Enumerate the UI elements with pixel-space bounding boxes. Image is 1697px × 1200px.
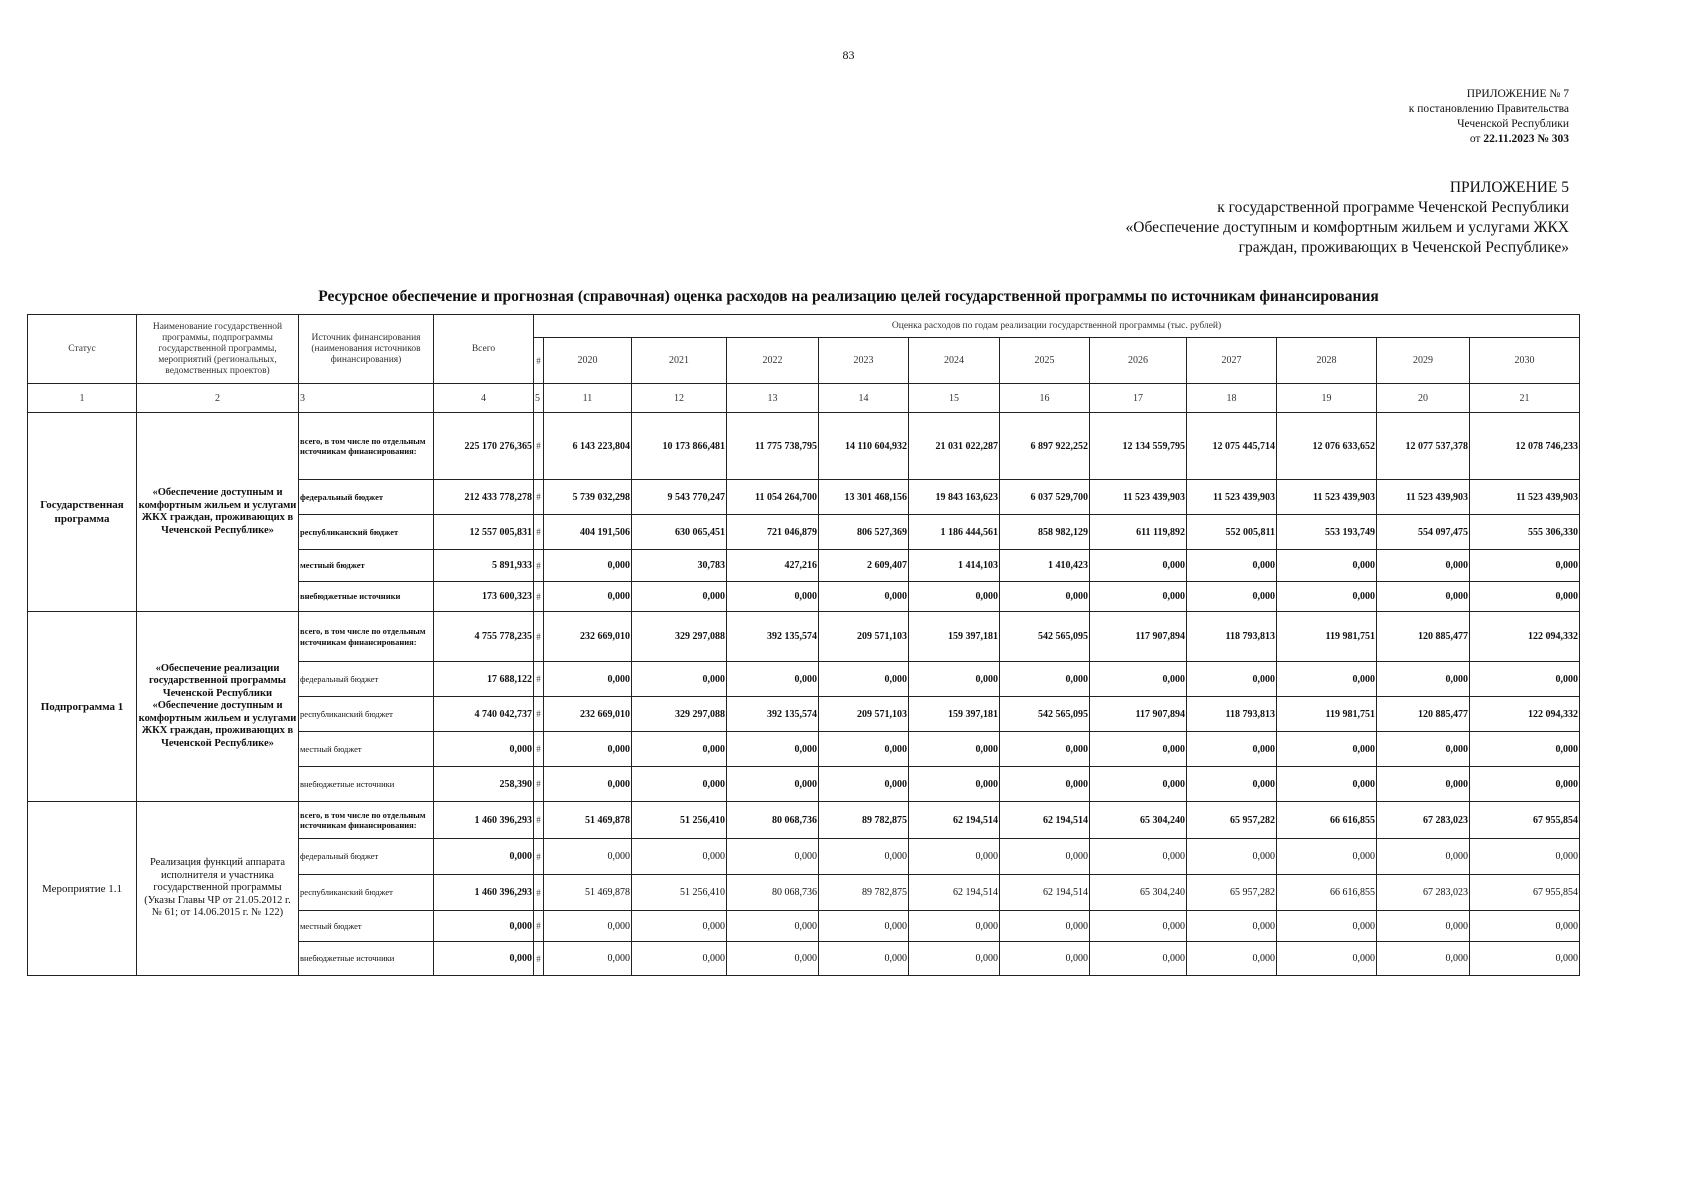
row-year-value: 0,000	[1377, 767, 1470, 802]
row-year-value: 209 571,103	[819, 612, 909, 662]
header-year: 2026	[1090, 338, 1187, 384]
row-funding-source: федеральный бюджет	[299, 480, 434, 515]
row-year-value: 0,000	[1470, 582, 1580, 612]
row-year-value: 11 775 738,795	[727, 413, 819, 480]
appendix-7-line: к постановлению Правительства	[1408, 103, 1569, 115]
row-year-value: 611 119,892	[1090, 515, 1187, 550]
row-year-value: 552 005,811	[1187, 515, 1277, 550]
row-year-value: 0,000	[1187, 662, 1277, 697]
row-year-value: 12 076 633,652	[1277, 413, 1377, 480]
row-year-value: 806 527,369	[819, 515, 909, 550]
row-year-value: 119 981,751	[1277, 697, 1377, 732]
row-year-value: 0,000	[1470, 550, 1580, 582]
row-year-value: 0,000	[727, 767, 819, 802]
row-year-value: 0,000	[1277, 767, 1377, 802]
row-year-value: 0,000	[1000, 942, 1090, 976]
row-year-value: 0,000	[727, 662, 819, 697]
row-hash: #	[534, 802, 544, 839]
row-funding-source: всего, в том числе по отдельным источникам финансирования:	[299, 802, 434, 839]
header-year: 2030	[1470, 338, 1580, 384]
column-number: 21	[1470, 384, 1580, 413]
row-year-value: 51 256,410	[632, 875, 727, 911]
row-year-value: 0,000	[1470, 662, 1580, 697]
row-year-value: 11 523 439,903	[1277, 480, 1377, 515]
row-year-value: 0,000	[544, 732, 632, 767]
row-funding-source: республиканский бюджет	[299, 515, 434, 550]
row-year-value: 329 297,088	[632, 697, 727, 732]
row-year-value: 0,000	[544, 767, 632, 802]
row-year-value: 0,000	[819, 942, 909, 976]
row-year-value: 0,000	[1470, 942, 1580, 976]
row-year-value: 120 885,477	[1377, 697, 1470, 732]
row-status: Подпрограмма 1	[28, 612, 137, 802]
row-total: 12 557 005,831	[434, 515, 534, 550]
row-year-value: 0,000	[1090, 662, 1187, 697]
row-year-value: 122 094,332	[1470, 697, 1580, 732]
row-hash: #	[534, 875, 544, 911]
row-year-value: 0,000	[1090, 732, 1187, 767]
row-hash: #	[534, 767, 544, 802]
row-year-value: 0,000	[1000, 839, 1090, 875]
row-year-value: 0,000	[1377, 911, 1470, 942]
appendix-5-line: граждан, проживающих в Чеченской Республике»	[1238, 239, 1569, 256]
row-year-value: 0,000	[1377, 550, 1470, 582]
row-year-value: 13 301 468,156	[819, 480, 909, 515]
appendix-7-date	[1249, 132, 1569, 147]
appendix-5-header	[969, 178, 1569, 258]
row-year-value: 858 982,129	[1000, 515, 1090, 550]
header-hash: #	[534, 338, 544, 384]
header-status: Статус	[28, 315, 137, 384]
row-year-value: 0,000	[632, 767, 727, 802]
header-year: 2022	[727, 338, 819, 384]
column-number: 14	[819, 384, 909, 413]
row-hash: #	[534, 413, 544, 480]
row-year-value: 0,000	[819, 911, 909, 942]
row-year-value: 11 523 439,903	[1090, 480, 1187, 515]
row-total: 0,000	[434, 911, 534, 942]
column-number: 19	[1277, 384, 1377, 413]
row-year-value: 62 194,514	[1000, 802, 1090, 839]
row-year-value: 542 565,095	[1000, 697, 1090, 732]
appendix-7-title: ПРИЛОЖЕНИЕ № 7	[1466, 88, 1569, 100]
appendix-7-line: Чеченской Республики	[1457, 118, 1569, 130]
row-year-value: 0,000	[1187, 550, 1277, 582]
appendix-5-line: «Обеспечение доступным и комфортным жильем и услугами ЖКХ	[1125, 219, 1569, 236]
row-year-value: 1 414,103	[909, 550, 1000, 582]
row-year-value: 0,000	[1277, 839, 1377, 875]
header-year: 2023	[819, 338, 909, 384]
row-funding-source: федеральный бюджет	[299, 839, 434, 875]
row-year-value: 0,000	[727, 839, 819, 875]
budget-table	[27, 314, 1580, 976]
row-program-name: «Обеспечение реализации государственной программы Чеченской Республики «Обеспечение доступным и комфортным жильем и услугами ЖКХ граждан, проживающих в Чеченской Республике»	[137, 612, 299, 802]
row-year-value: 0,000	[632, 839, 727, 875]
row-hash: #	[534, 612, 544, 662]
row-year-value: 117 907,894	[1090, 697, 1187, 732]
row-year-value: 0,000	[632, 662, 727, 697]
row-year-value: 0,000	[1377, 582, 1470, 612]
row-year-value: 0,000	[632, 582, 727, 612]
row-year-value: 11 523 439,903	[1377, 480, 1470, 515]
row-year-value: 80 068,736	[727, 802, 819, 839]
table-row	[28, 413, 1580, 480]
row-year-value: 0,000	[1090, 942, 1187, 976]
row-hash: #	[534, 662, 544, 697]
row-year-value: 0,000	[1377, 662, 1470, 697]
row-year-value: 67 955,854	[1470, 802, 1580, 839]
row-year-value: 66 616,855	[1277, 802, 1377, 839]
row-year-value: 0,000	[1090, 911, 1187, 942]
row-year-value: 0,000	[1470, 911, 1580, 942]
header-estimate: Оценка расходов по годам реализации государственной программы (тыс. рублей)	[534, 315, 1580, 338]
row-hash: #	[534, 911, 544, 942]
row-hash: #	[534, 480, 544, 515]
row-year-value: 0,000	[1187, 911, 1277, 942]
header-year: 2029	[1377, 338, 1470, 384]
row-year-value: 0,000	[819, 839, 909, 875]
row-year-value: 392 135,574	[727, 612, 819, 662]
column-number: 17	[1090, 384, 1187, 413]
row-year-value: 19 843 163,623	[909, 480, 1000, 515]
row-total: 225 170 276,365	[434, 413, 534, 480]
appendix-5-line: к государственной программе Чеченской Республики	[1217, 199, 1569, 216]
row-year-value: 554 097,475	[1377, 515, 1470, 550]
row-year-value: 0,000	[1187, 839, 1277, 875]
row-year-value: 0,000	[1187, 582, 1277, 612]
row-year-value: 0,000	[1090, 839, 1187, 875]
row-year-value: 232 669,010	[544, 697, 632, 732]
row-year-value: 0,000	[632, 911, 727, 942]
row-hash: #	[534, 697, 544, 732]
row-year-value: 0,000	[1470, 767, 1580, 802]
header-program-name: Наименование государственной программы, подпрограммы государственной программы, мероприятий (региональных, ведомственных проектов)	[137, 315, 299, 384]
row-total: 0,000	[434, 839, 534, 875]
row-year-value: 2 609,407	[819, 550, 909, 582]
row-year-value: 67 955,854	[1470, 875, 1580, 911]
row-total: 0,000	[434, 942, 534, 976]
row-year-value: 11 054 264,700	[727, 480, 819, 515]
row-year-value: 1 186 444,561	[909, 515, 1000, 550]
row-total: 17 688,122	[434, 662, 534, 697]
row-year-value: 0,000	[1377, 839, 1470, 875]
row-year-value: 0,000	[1277, 911, 1377, 942]
row-year-value: 159 397,181	[909, 612, 1000, 662]
row-status: Мероприятие 1.1	[28, 802, 137, 976]
column-number: 2	[137, 384, 299, 413]
row-year-value: 65 957,282	[1187, 802, 1277, 839]
row-year-value: 122 094,332	[1470, 612, 1580, 662]
row-funding-source: федеральный бюджет	[299, 662, 434, 697]
row-year-value: 62 194,514	[1000, 875, 1090, 911]
row-year-value: 11 523 439,903	[1470, 480, 1580, 515]
row-year-value: 65 304,240	[1090, 802, 1187, 839]
row-year-value: 0,000	[1090, 550, 1187, 582]
row-year-value: 0,000	[1277, 732, 1377, 767]
column-number: 20	[1377, 384, 1470, 413]
row-year-value: 118 793,813	[1187, 612, 1277, 662]
header-row	[28, 315, 1580, 338]
page-number: 83	[842, 48, 855, 62]
row-hash: #	[534, 515, 544, 550]
row-year-value: 0,000	[1277, 550, 1377, 582]
row-year-value: 0,000	[1187, 942, 1277, 976]
row-hash: #	[534, 839, 544, 875]
column-number: 1	[28, 384, 137, 413]
row-year-value: 0,000	[1187, 732, 1277, 767]
row-total: 5 891,933	[434, 550, 534, 582]
table-row	[28, 802, 1580, 839]
row-year-value: 12 134 559,795	[1090, 413, 1187, 480]
row-funding-source: местный бюджет	[299, 550, 434, 582]
row-year-value: 6 143 223,804	[544, 413, 632, 480]
row-year-value: 51 256,410	[632, 802, 727, 839]
column-number: 13	[727, 384, 819, 413]
row-year-value: 0,000	[1187, 767, 1277, 802]
row-year-value: 329 297,088	[632, 612, 727, 662]
row-year-value: 65 304,240	[1090, 875, 1187, 911]
header-year: 2028	[1277, 338, 1377, 384]
header-year: 2020	[544, 338, 632, 384]
row-year-value: 0,000	[819, 767, 909, 802]
row-year-value: 66 616,855	[1277, 875, 1377, 911]
column-numbers-row	[28, 384, 1580, 413]
row-year-value: 21 031 022,287	[909, 413, 1000, 480]
row-year-value: 0,000	[1277, 582, 1377, 612]
row-year-value: 0,000	[1000, 767, 1090, 802]
row-year-value: 6 897 922,252	[1000, 413, 1090, 480]
row-year-value: 120 885,477	[1377, 612, 1470, 662]
row-funding-source: местный бюджет	[299, 732, 434, 767]
row-year-value: 51 469,878	[544, 802, 632, 839]
row-year-value: 9 543 770,247	[632, 480, 727, 515]
row-year-value: 0,000	[819, 582, 909, 612]
row-total: 1 460 396,293	[434, 875, 534, 911]
row-year-value: 67 283,023	[1377, 875, 1470, 911]
row-year-value: 0,000	[544, 839, 632, 875]
row-year-value: 0,000	[544, 550, 632, 582]
row-status: Государственная программа	[28, 413, 137, 612]
appendix-7-date-value: 22.11.2023 № 303	[1483, 133, 1569, 145]
row-year-value: 67 283,023	[1377, 802, 1470, 839]
row-year-value: 0,000	[544, 911, 632, 942]
row-year-value: 0,000	[819, 732, 909, 767]
row-year-value: 0,000	[727, 911, 819, 942]
row-year-value: 0,000	[909, 582, 1000, 612]
row-year-value: 0,000	[1000, 732, 1090, 767]
row-year-value: 117 907,894	[1090, 612, 1187, 662]
row-year-value: 553 193,749	[1277, 515, 1377, 550]
row-hash: #	[534, 942, 544, 976]
row-year-value: 62 194,514	[909, 875, 1000, 911]
row-funding-source: внебюджетные источники	[299, 582, 434, 612]
row-year-value: 30,783	[632, 550, 727, 582]
row-year-value: 0,000	[1090, 767, 1187, 802]
row-funding-source: внебюджетные источники	[299, 942, 434, 976]
row-year-value: 0,000	[1470, 732, 1580, 767]
row-year-value: 0,000	[632, 732, 727, 767]
row-year-value: 392 135,574	[727, 697, 819, 732]
row-year-value: 0,000	[1377, 732, 1470, 767]
document-title: Ресурсное обеспечение и прогнозная (справочная) оценка расходов на реализацию целей государственной программы по источникам финансирования	[318, 288, 1379, 305]
row-year-value: 10 173 866,481	[632, 413, 727, 480]
header-source: Источник финансирования (наименования источников финансирования)	[299, 315, 434, 384]
row-year-value: 12 075 445,714	[1187, 413, 1277, 480]
row-total: 258,390	[434, 767, 534, 802]
row-year-value: 51 469,878	[544, 875, 632, 911]
row-year-value: 542 565,095	[1000, 612, 1090, 662]
row-year-value: 0,000	[819, 662, 909, 697]
header-total: Всего	[434, 315, 534, 384]
appendix-7-header	[1249, 87, 1569, 147]
row-total: 0,000	[434, 732, 534, 767]
header-year: 2025	[1000, 338, 1090, 384]
row-year-value: 0,000	[727, 732, 819, 767]
row-year-value: 118 793,813	[1187, 697, 1277, 732]
row-year-value: 0,000	[727, 942, 819, 976]
row-hash: #	[534, 732, 544, 767]
row-year-value: 630 065,451	[632, 515, 727, 550]
row-year-value: 0,000	[544, 582, 632, 612]
row-year-value: 11 523 439,903	[1187, 480, 1277, 515]
row-total: 4 740 042,737	[434, 697, 534, 732]
row-funding-source: республиканский бюджет	[299, 697, 434, 732]
row-year-value: 0,000	[727, 582, 819, 612]
row-hash: #	[534, 550, 544, 582]
row-funding-source: всего, в том числе по отдельным источникам финансирования:	[299, 612, 434, 662]
row-year-value: 0,000	[909, 732, 1000, 767]
column-number: 4	[434, 384, 534, 413]
row-year-value: 14 110 604,932	[819, 413, 909, 480]
row-year-value: 65 957,282	[1187, 875, 1277, 911]
header-year: 2027	[1187, 338, 1277, 384]
row-year-value: 555 306,330	[1470, 515, 1580, 550]
row-funding-source: всего, в том числе по отдельным источникам финансирования:	[299, 413, 434, 480]
row-year-value: 0,000	[1090, 582, 1187, 612]
row-year-value: 0,000	[1470, 839, 1580, 875]
row-funding-source: республиканский бюджет	[299, 875, 434, 911]
header-year: 2024	[909, 338, 1000, 384]
row-year-value: 6 037 529,700	[1000, 480, 1090, 515]
row-total: 212 433 778,278	[434, 480, 534, 515]
row-year-value: 89 782,875	[819, 802, 909, 839]
row-total: 1 460 396,293	[434, 802, 534, 839]
row-year-value: 721 046,879	[727, 515, 819, 550]
row-year-value: 0,000	[909, 942, 1000, 976]
row-program-name: Реализация функций аппарата исполнителя и участника государственной программы (Указы Главы ЧР от 21.05.2012 г. № 61; от 14.06.2015 г. № 122)	[137, 802, 299, 976]
column-number: 15	[909, 384, 1000, 413]
row-funding-source: внебюджетные источники	[299, 767, 434, 802]
row-year-value: 80 068,736	[727, 875, 819, 911]
row-year-value: 0,000	[632, 942, 727, 976]
row-year-value: 0,000	[909, 662, 1000, 697]
row-year-value: 0,000	[544, 662, 632, 697]
row-year-value: 0,000	[1277, 942, 1377, 976]
table-row	[28, 612, 1580, 662]
row-year-value: 0,000	[544, 942, 632, 976]
column-number: 12	[632, 384, 727, 413]
row-total: 4 755 778,235	[434, 612, 534, 662]
row-year-value: 0,000	[909, 767, 1000, 802]
header-year: 2021	[632, 338, 727, 384]
appendix-5-title: ПРИЛОЖЕНИЕ 5	[1449, 179, 1569, 196]
row-year-value: 12 077 537,378	[1377, 413, 1470, 480]
row-year-value: 0,000	[1277, 662, 1377, 697]
row-year-value: 0,000	[909, 839, 1000, 875]
row-year-value: 89 782,875	[819, 875, 909, 911]
column-number: 16	[1000, 384, 1090, 413]
row-year-value: 0,000	[909, 911, 1000, 942]
column-number: 5	[534, 384, 544, 413]
column-number: 3	[299, 384, 434, 413]
row-year-value: 0,000	[1000, 582, 1090, 612]
row-hash: #	[534, 582, 544, 612]
row-year-value: 427,216	[727, 550, 819, 582]
row-program-name: «Обеспечение доступным и комфортным жильем и услугами ЖКХ граждан, проживающих в Чеченской Республике»	[137, 413, 299, 612]
row-year-value: 62 194,514	[909, 802, 1000, 839]
row-year-value: 232 669,010	[544, 612, 632, 662]
row-year-value: 404 191,506	[544, 515, 632, 550]
row-year-value: 209 571,103	[819, 697, 909, 732]
row-year-value: 0,000	[1000, 662, 1090, 697]
row-year-value: 1 410,423	[1000, 550, 1090, 582]
row-year-value: 0,000	[1000, 911, 1090, 942]
appendix-7-date-prefix: от	[1469, 133, 1484, 145]
column-number: 11	[544, 384, 632, 413]
row-total: 173 600,323	[434, 582, 534, 612]
column-number: 18	[1187, 384, 1277, 413]
row-year-value: 5 739 032,298	[544, 480, 632, 515]
row-year-value: 12 078 746,233	[1470, 413, 1580, 480]
row-funding-source: местный бюджет	[299, 911, 434, 942]
row-year-value: 159 397,181	[909, 697, 1000, 732]
row-year-value: 0,000	[1377, 942, 1470, 976]
row-year-value: 119 981,751	[1277, 612, 1377, 662]
